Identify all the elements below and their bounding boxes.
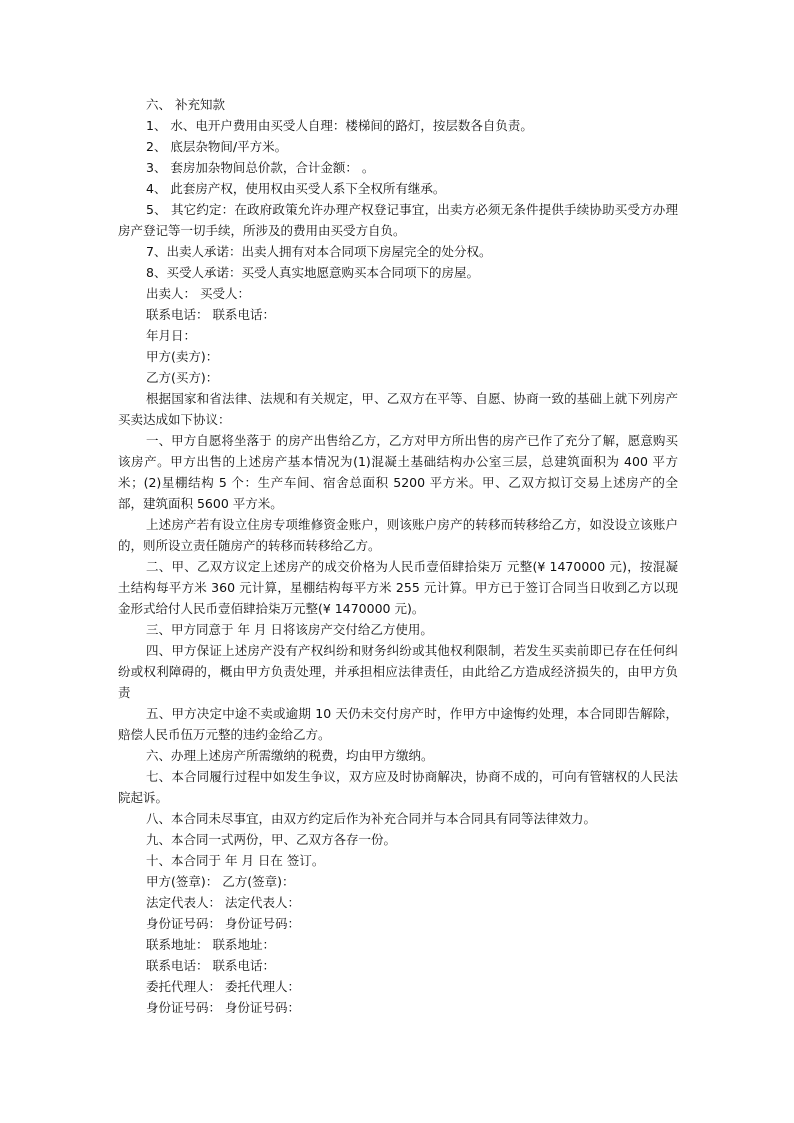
agreement-intro: 根据国家和省法律、法规和有关规定，甲、乙双方在平等、自愿、协商一致的基础上就下列房产买卖达成如下协议：: [118, 391, 678, 427]
clause-5: 5、 其它约定：在政府政策允许办理产权登记事宜，出卖方必须无条件提供手续协助买受方办理房产登记等一切手续，所涉及的费用由买受方自负。: [118, 202, 678, 238]
signature-seller-buyer: 出卖人： 买受人：: [146, 286, 250, 301]
section-title-supplementary: 六、 补充知款: [146, 97, 225, 112]
signature-legal-representative: 法定代表人： 法定代表人：: [146, 895, 300, 910]
signature-contact-phone: 联系电话： 联系电话：: [146, 958, 275, 973]
article-3: 三、甲方同意于 年 月 日将该房产交付给乙方使用。: [146, 622, 433, 637]
clause-2: 2、 底层杂物间/平方米。: [146, 139, 288, 154]
signature-agent-id-number: 身份证号码： 身份证号码：: [146, 1000, 300, 1015]
clause-1: 1、 水、电开户费用由买受人自理：楼梯间的路灯，按层数各自负责。: [146, 118, 533, 133]
article-6: 六、办理上述房产所需缴纳的税费，均由甲方缴纳。: [146, 748, 434, 763]
clause-7: 7、出卖人承诺：出卖人拥有对本合同项下房屋完全的处分权。: [146, 244, 492, 259]
article-8: 八、本合同未尽事宜，由双方约定后作为补充合同并与本合同具有同等法律效力。: [146, 811, 597, 826]
signature-id-number: 身份证号码： 身份证号码：: [146, 916, 300, 931]
maintenance-fund-note: 上述房产若有设立住房专项维修资金账户，则该账户房产的转移而转移给乙方，如没设立该账户的，则所设立责任随房产的转移而转移给乙方。: [118, 517, 678, 553]
document-body: [118, 94, 678, 1018]
article-10: 十、本合同于 年 月 日在 签订。: [146, 853, 325, 868]
party-b: 乙方(买方)：: [146, 370, 219, 385]
signature-phone: 联系电话： 联系电话：: [146, 307, 275, 322]
signature-date: 年月日：: [146, 328, 197, 343]
signature-agent: 委托代理人： 委托代理人：: [146, 979, 300, 994]
clause-8: 8、买受人承诺：买受人真实地愿意购买本合同项下的房屋。: [146, 265, 479, 280]
clause-3: 3、 套房加杂物间总价款，合计金额： 。: [146, 160, 375, 175]
article-9: 九、本合同一式两份，甲、乙双方各存一份。: [146, 832, 397, 847]
article-7: 七、本合同履行过程中如发生争议，双方应及时协商解决，协商不成的，可向有管辖权的人民法院起诉。: [118, 769, 678, 805]
signature-address: 联系地址： 联系地址：: [146, 937, 275, 952]
clause-4: 4、 此套房产权，使用权由买受人系下全权所有继承。: [146, 181, 446, 196]
article-5: 五、甲方决定中途不卖或逾期 10 天仍未交付房产时，作甲方中途悔约处理，本合同即告解除，赔偿人民币伍万元整的违约金给乙方。: [118, 706, 678, 742]
signature-seal: 甲方(签章)： 乙方(签章)：: [146, 874, 295, 889]
article-2: 二、甲、乙双方议定上述房产的成交价格为人民币壹佰肆拾柒万 元整(¥ 1470000 元)，按混凝土结构每平方米 360 元计算，星棚结构每平方米 255 元计算。甲方已于签订合同当日收到乙方以现金形式给付人民币壹佰肆拾柒万元整(¥ 1470000 元)。: [118, 559, 678, 616]
article-1: 一、甲方自愿将坐落于 的房产出售给乙方，乙方对甲方所出售的房产已作了充分了解，愿意购买该房产。甲方出售的上述房产基本情况为(1)混凝土基础结构办公室三层，总建筑面积为 400 平方米；(2)星棚结构 5 个：生产车间、宿舍总面积 5200 平方米。甲、乙双方拟订交易上述房产的全部，建筑面积 5600 平方米。: [118, 433, 678, 511]
party-a: 甲方(卖方)：: [146, 349, 219, 364]
article-4: 四、甲方保证上述房产没有产权纠纷和财务纠纷或其他权利限制，若发生买卖前即已存在任何纠纷或权利障碍的，概由甲方负责处理，并承担相应法律责任，由此给乙方造成经济损失的，由甲方负责: [118, 643, 678, 700]
